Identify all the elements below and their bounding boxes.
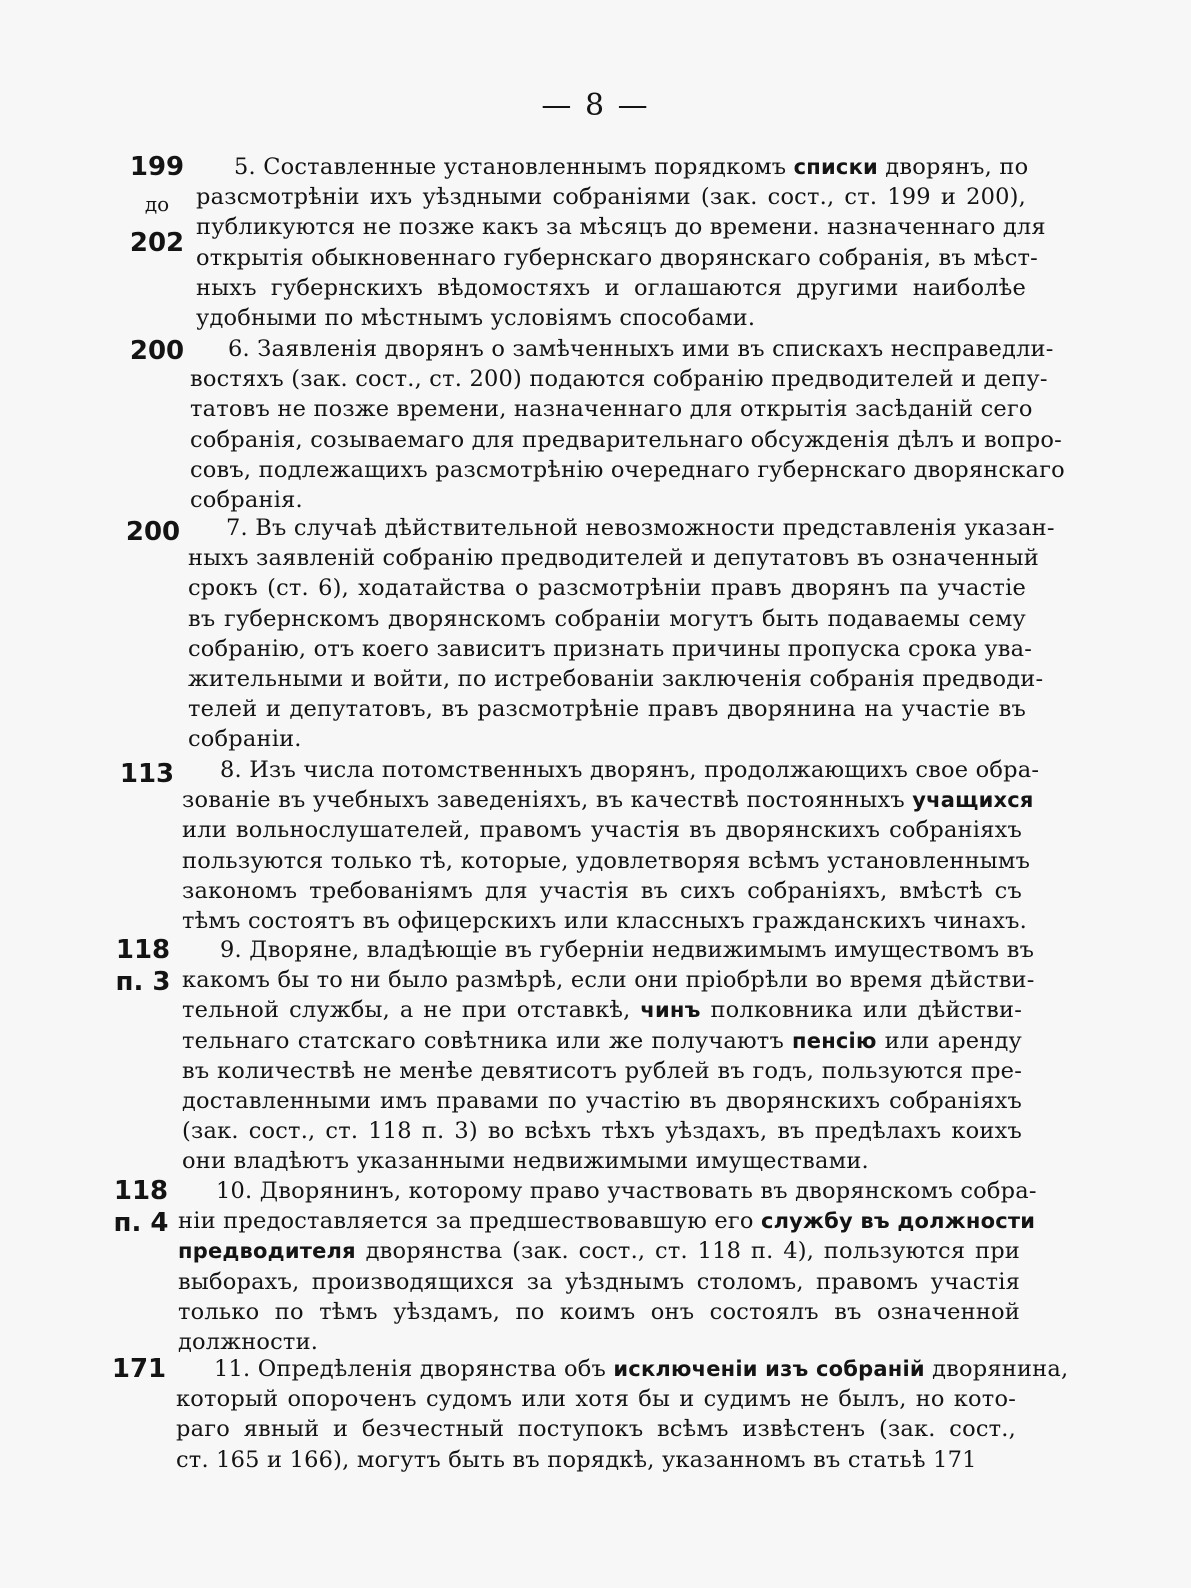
text-segment: телей и депутатовъ, въ разсмотрѣніе правъ дворянина на участіе въ [188, 696, 1026, 723]
margin-reference: 199 [129, 152, 185, 182]
text-line [182, 965, 1035, 995]
text-line [182, 876, 1022, 906]
article-text [190, 334, 1065, 515]
text-segment: (зак. сост., ст. 118 п. 3) во всѣхъ тѣхъ уѣздахъ, въ предѣлахъ коихъ [182, 1118, 1022, 1145]
text-line [178, 1176, 1037, 1206]
text-segment: пользуются только тѣ, которые, удовлетворяя всѣмъ установленнымъ [182, 847, 1031, 874]
text-line [182, 935, 1035, 965]
text-line [178, 1327, 1020, 1357]
text-segment: дворянина, [924, 1356, 1069, 1382]
text-segment: выборахъ, производящихся за уѣзднымъ столомъ, правомъ участія [178, 1268, 1020, 1295]
text-segment: только по тѣмъ уѣздамъ, по коимъ онъ состоялъ въ означенной [178, 1298, 1020, 1325]
text-segment: собраніи. [188, 726, 302, 753]
text-segment: ныхъ губернскихъ вѣдомостяхъ и оглашаются другими наиболѣе [196, 274, 1026, 301]
text-line [182, 1056, 1022, 1086]
article-text [188, 513, 1055, 755]
text-line [196, 212, 1046, 242]
text-line [176, 1354, 1069, 1384]
emphasis-text: чинъ [640, 998, 701, 1023]
margin-reference: 202 [129, 228, 185, 258]
text-segment: полковника или дѣйстви- [700, 997, 1022, 1024]
text-line [196, 152, 1029, 182]
text-line [182, 1086, 1022, 1116]
text-line [188, 694, 1026, 724]
emphasis-text: предводителя [178, 1239, 356, 1264]
text-segment: 6. Заявленія дворянъ о замѣченныхъ ими въ спискахъ несправедли- [228, 336, 1054, 362]
emphasis-text: исключеніи изъ собраній [613, 1357, 925, 1381]
text-segment: который опороченъ судомъ или хотя бы и судимъ не былъ, но кото- [176, 1386, 1016, 1413]
margin-reference: 118 [115, 935, 171, 965]
margin-reference: 118 [113, 1176, 169, 1206]
text-segment: собранія, созываемаго для предварительнаго обсужденія дѣлъ и вопро- [190, 426, 1062, 453]
text-line [182, 1026, 1022, 1056]
text-segment: 10. Дворянинъ, которому право участвовать въ дворянскомъ собра- [216, 1178, 1037, 1204]
text-line [182, 1146, 1022, 1176]
text-line [196, 273, 1026, 303]
emphasis-text: списки [793, 155, 878, 179]
text-line [182, 1116, 1022, 1146]
text-line [182, 906, 1028, 936]
text-segment: открытія обыкновеннаго губернскаго дворянскаго собранія, въ мѣст- [196, 244, 1038, 271]
text-line [188, 513, 1055, 543]
article-text [182, 935, 1035, 1177]
text-segment: они владѣютъ указанными недвижимыми имуществами. [182, 1148, 869, 1175]
page-number: — 8 — [541, 88, 650, 123]
text-segment: жительными и войти, по истребованіи заключенія собранія предводи- [188, 666, 1044, 693]
article-text [178, 1176, 1037, 1357]
text-line [196, 243, 1038, 273]
text-line [176, 1445, 1016, 1475]
text-line [176, 1384, 1016, 1414]
text-segment: 7. Въ случаѣ дѣйствительной невозможности представленія указан- [226, 515, 1055, 541]
text-segment: 11. Опредѣленія дворянства объ [214, 1356, 614, 1382]
text-segment: тельнаго статскаго совѣтника или же получаютъ [182, 1027, 793, 1054]
article-text [196, 152, 1046, 333]
text-line [182, 846, 1031, 876]
text-line [182, 755, 1040, 785]
text-line [182, 815, 1022, 845]
text-line [182, 785, 1034, 815]
article-text [176, 1354, 1069, 1475]
text-segment: тѣмъ состоятъ въ офицерскихъ или классныхъ гражданскихъ чинахъ. [182, 908, 1028, 935]
emphasis-text: службу въ должности [760, 1209, 1036, 1234]
text-line [182, 995, 1022, 1025]
text-segment: дворянства (зак. сост., ст. 118 п. 4), пользуются при [355, 1238, 1020, 1265]
margin-reference: п. 3 [115, 967, 171, 997]
text-segment: тельной службы, а не при отставкѣ, [182, 997, 641, 1024]
text-line [188, 573, 1026, 603]
text-segment: собранія. [190, 487, 303, 514]
text-line [196, 182, 1026, 212]
text-segment: разсмотрѣніи ихъ уѣздными собраніями (зак. сост., ст. 199 и 200), [196, 184, 1026, 211]
margin-reference: 171 [111, 1354, 167, 1384]
text-line [178, 1297, 1020, 1327]
text-line [190, 394, 1033, 424]
text-segment: совъ, подлежащихъ разсмотрѣнію очереднаго губернскаго дворянскаго [190, 456, 1065, 483]
text-line [190, 334, 1054, 364]
text-segment: или аренду [876, 1027, 1022, 1054]
margin-reference: 113 [119, 759, 175, 789]
text-line [188, 634, 1033, 664]
text-segment: татовъ не позже времени, назначеннаго для открытія засѣданій сего [190, 396, 1033, 423]
text-segment: доставленными имъ правами по участію въ дворянскихъ собраніяхъ [182, 1088, 1022, 1115]
text-segment: зованіе въ учебныхъ заведеніяхъ, въ качествѣ постоянныхъ [182, 787, 913, 814]
text-line [196, 303, 1026, 333]
article-text [182, 755, 1040, 936]
text-segment: ніи предоставляется за предшествовавшую его [178, 1208, 761, 1235]
text-segment: раго явный и безчестный поступокъ всѣмъ извѣстенъ (зак. сост., [176, 1416, 1016, 1443]
text-segment: 9. Дворяне, владѣющіе въ губерніи недвижимымъ имуществомъ въ [220, 937, 1035, 963]
text-segment: въ губернскомъ дворянскомъ собраніи могутъ быть подаваемы сему [188, 605, 1026, 632]
margin-reference: 200 [125, 517, 181, 547]
text-segment: ст. 165 и 166), могутъ быть въ порядкѣ, указанномъ въ статьѣ 171 [176, 1446, 977, 1473]
text-segment: или вольнослушателей, правомъ участія въ дворянскихъ собраніяхъ [182, 817, 1022, 844]
margin-reference: до [144, 192, 170, 216]
text-line [190, 455, 1065, 485]
text-segment: въ количествѣ не менѣе девятисотъ рублей въ годъ, пользуются пре- [182, 1057, 1022, 1084]
text-line [190, 364, 1048, 394]
text-segment: какомъ бы то ни было размѣрѣ, если они пріобрѣли во время дѣйстви- [182, 967, 1035, 994]
text-segment: закономъ требованіямъ для участія въ сихъ собраніяхъ, вмѣстѣ съ [182, 877, 1022, 904]
text-segment: срокъ (ст. 6), ходатайства о разсмотрѣніи правъ дворянъ па участіе [188, 575, 1026, 602]
emphasis-text: учащихся [912, 788, 1034, 813]
margin-reference: п. 4 [113, 1208, 169, 1238]
text-segment: публикуются не позже какъ за мѣсяцъ до времени. назначеннаго для [196, 214, 1046, 241]
text-line [178, 1236, 1020, 1266]
text-line [178, 1267, 1020, 1297]
text-line [190, 425, 1062, 455]
text-segment: ныхъ заявленій собранію предводителей и депутатовъ въ означенный [188, 545, 1039, 572]
text-line [188, 724, 1026, 754]
text-segment: удобными по мѣстнымъ условіямъ способами. [196, 305, 756, 332]
text-line [188, 664, 1044, 694]
text-line [178, 1206, 1036, 1236]
emphasis-text: пенсію [792, 1028, 877, 1053]
margin-reference: 200 [129, 336, 185, 366]
text-line [188, 604, 1026, 634]
text-segment: 8. Изъ числа потомственныхъ дворянъ, продолжающихъ свое обра- [220, 757, 1040, 783]
text-segment: 5. Составленные установленнымъ порядкомъ [234, 154, 794, 180]
text-segment: собранію, отъ коего зависитъ признать причины пропуска срока ува- [188, 635, 1033, 662]
text-line [190, 485, 1026, 515]
text-line [176, 1414, 1016, 1444]
text-segment: дворянъ, по [877, 154, 1029, 180]
text-segment: востяхъ (зак. сост., ст. 200) подаются собранію предводителей и депу- [190, 366, 1048, 393]
text-line [188, 543, 1039, 573]
text-segment: должности. [178, 1329, 319, 1356]
